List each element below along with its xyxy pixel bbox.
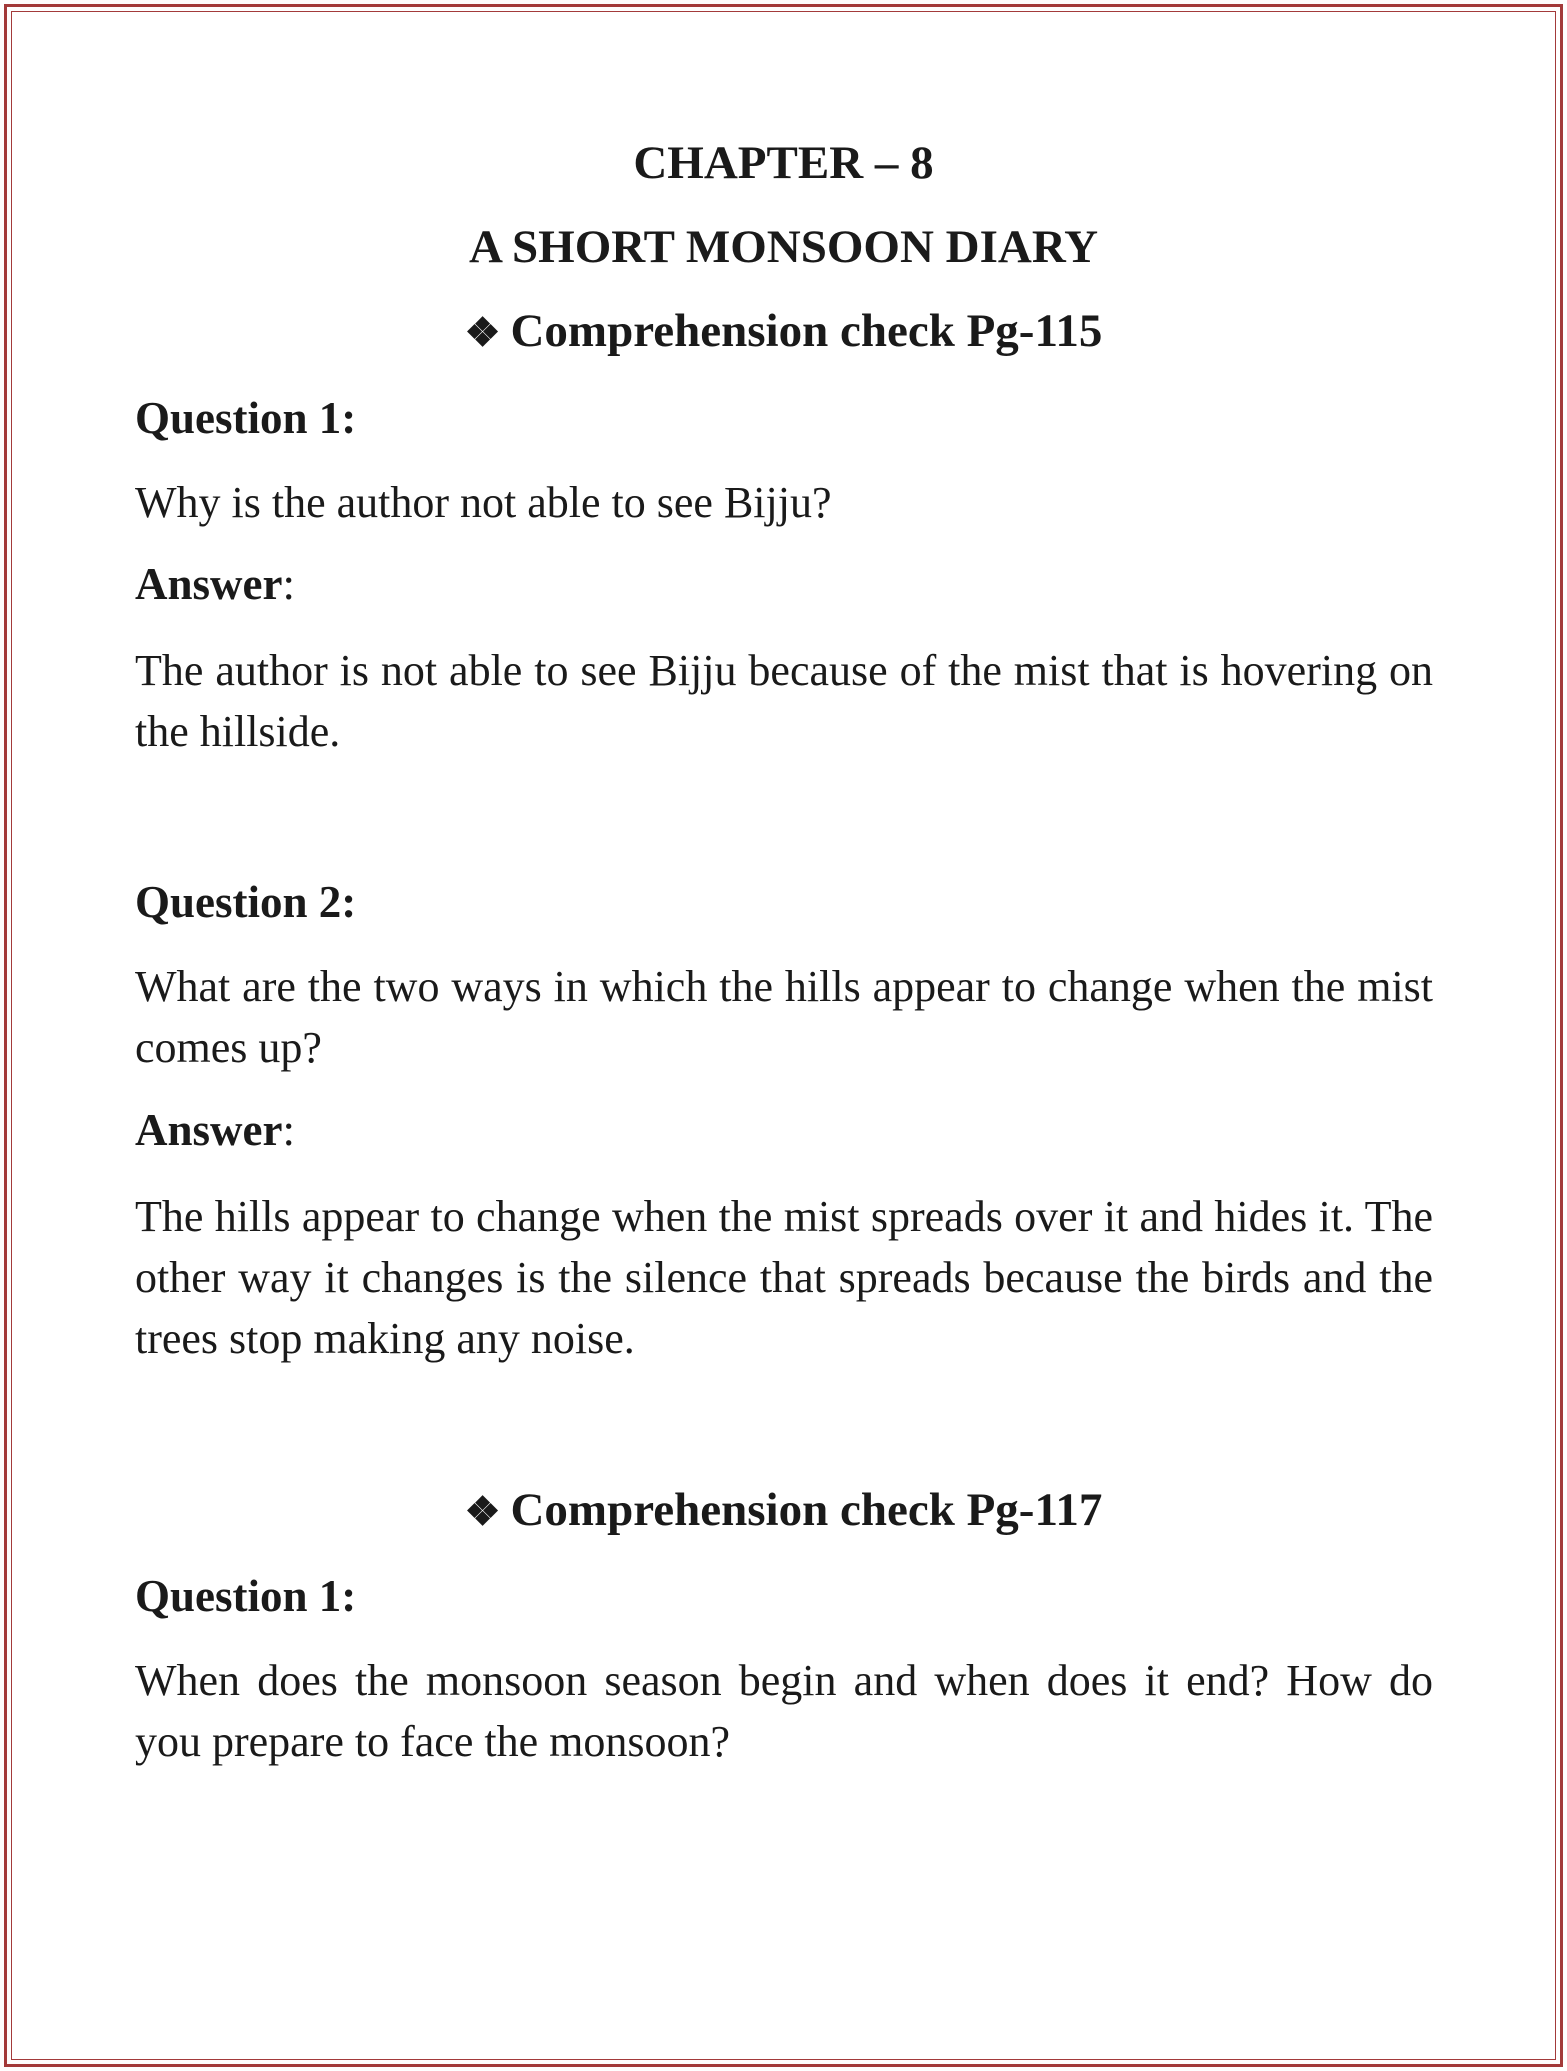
section-heading-text: Comprehension check Pg-117 — [510, 1484, 1103, 1536]
answer-text: The hills appear to change when the mist spreads over it and hides it. The other way it changes is the silence that spreads because the birds and the trees stop making any noise. — [135, 1192, 1433, 1363]
diamond-bullet-icon: ❖ — [464, 310, 501, 355]
answer-label-text: Answer — [135, 559, 283, 609]
section-heading-pg-115 — [0, 303, 1567, 361]
answer-label — [135, 556, 295, 612]
answer-label-colon: : — [282, 559, 295, 609]
question-text: What are the two ways in which the hills appear to change when the mist comes up? — [135, 962, 1433, 1072]
answer-text: The author is not able to see Bijju because of the mist that is hovering on the hillside. — [135, 646, 1433, 756]
question-label: Question 1: — [135, 1571, 357, 1621]
chapter-title: A SHORT MONSOON DIARY — [468, 221, 1099, 273]
answer-label-text: Answer — [135, 1105, 283, 1155]
chapter-number: CHAPTER – 8 — [633, 137, 934, 189]
section-heading-text: Comprehension check Pg-115 — [510, 305, 1103, 357]
question-text: Why is the author not able to see Bijju? — [135, 478, 832, 527]
question-label: Question 2: — [135, 877, 357, 927]
section-heading-pg-117 — [0, 1482, 1567, 1540]
diamond-bullet-icon: ❖ — [464, 1489, 501, 1534]
answer-label — [135, 1102, 295, 1158]
answer-label-colon: : — [282, 1105, 295, 1155]
question-label: Question 1: — [135, 393, 357, 443]
question-text: When does the monsoon season begin and when does it end? How do you prepare to face the monsoon? — [135, 1656, 1433, 1766]
